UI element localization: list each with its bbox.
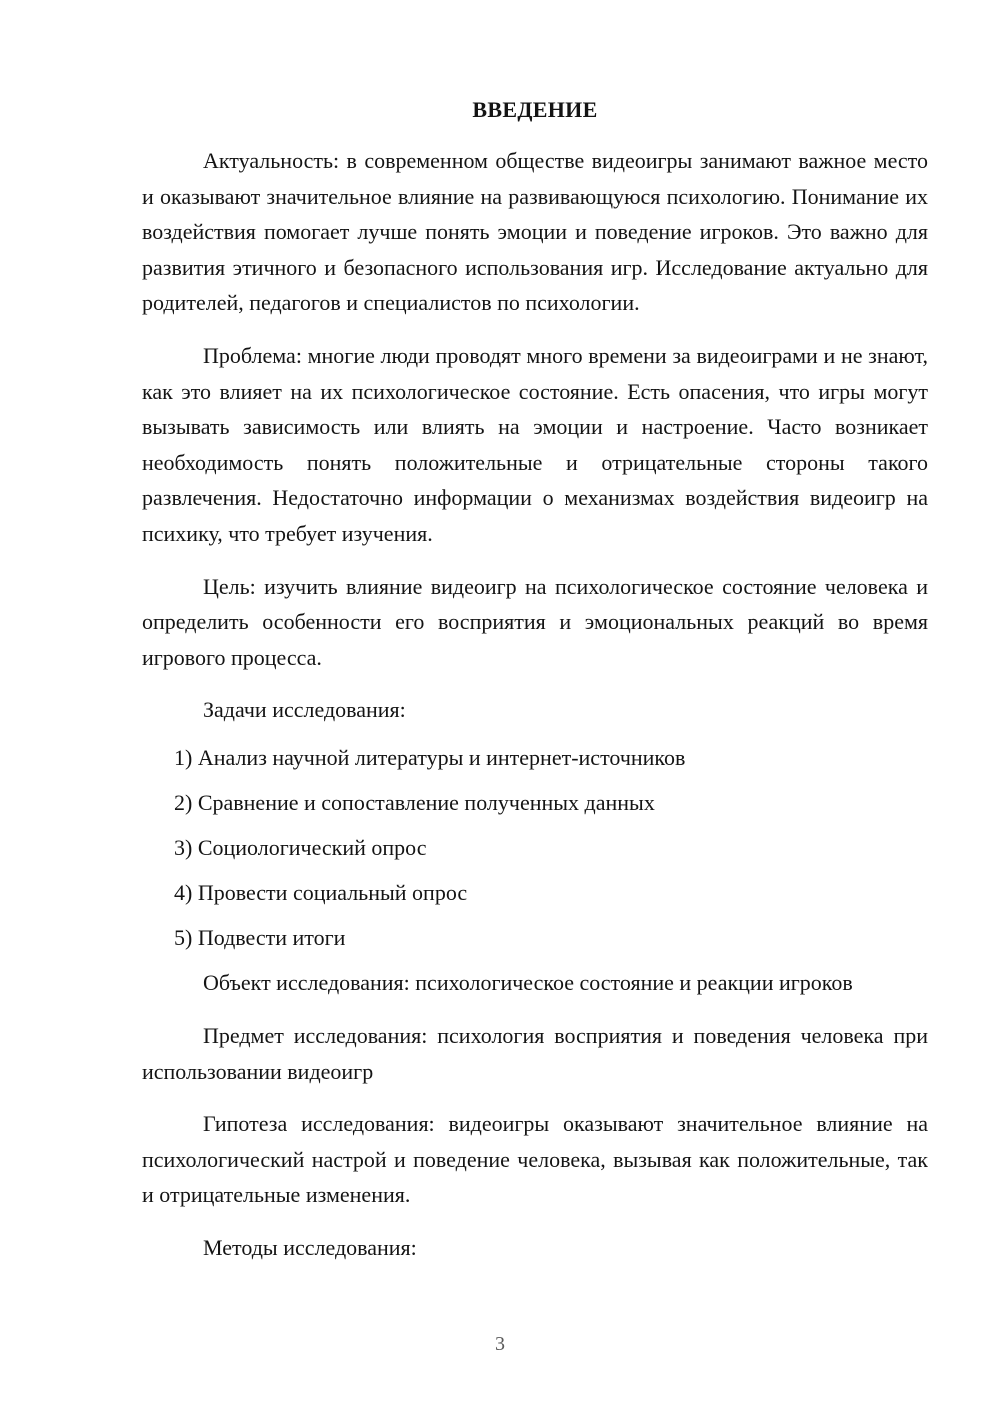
task-item: 1) Анализ научной литературы и интернет-источников	[174, 744, 686, 770]
paragraph-hypothesis: Гипотеза исследования: видеоигры оказывают значительное влияние на психологический настрой и поведение человека, вызывая как положительные, так и отрицательные изменения.	[142, 1111, 928, 1208]
methods-heading: Методы исследования:	[203, 1234, 417, 1260]
section-title: ВВЕДЕНИЕ	[472, 97, 598, 122]
paragraph-problem: Проблема: многие люди проводят много времени за видеоиграми и не знают, как это влияет на их психологическое состояние. Есть опасения, что игры могут вызывать зависимость или влиять на эмоции и настроение. Часто возникает необходимость понять положительные и отрицательные стороны такого развлечения. Недостаточно информации о механизмах воздействия видеоигр на психику, что требует изучения.	[142, 342, 928, 546]
tasks-list	[142, 740, 928, 956]
paragraph-goal: Цель: изучить влияние видеоигр на психологическое состояние человека и определить особенности его восприятия и эмоциональных реакций во время игрового процесса.	[142, 573, 928, 670]
task-item: 5) Подвести итоги	[174, 925, 346, 951]
task-item: 2) Сравнение и сопоставление полученных данных	[174, 790, 655, 815]
tasks-heading: Задачи исследования:	[203, 697, 406, 723]
task-item: 4) Провести социальный опрос	[174, 880, 468, 906]
document-page	[142, 95, 928, 1278]
task-item: 3) Социологический опрос	[174, 835, 427, 861]
page-number: 3	[495, 1333, 505, 1355]
paragraph-object: Объект исследования: психологическое состояние и реакции игроков	[203, 970, 853, 996]
paragraph-relevance: Актуальность: в современном обществе видеоигры занимают важное место и оказывают значительное влияние на развивающуюся психологию. Понимание их воздействия помогает лучше понять эмоции и поведение игроков. Это важно для развития этичного и безопасного использования игр. Исследование актуально для родителей, педагогов и специалистов по психологии.	[142, 148, 928, 316]
paragraph-subject: Предмет исследования: психология восприятия и поведения человека при использовании видеоигр	[142, 1022, 928, 1084]
